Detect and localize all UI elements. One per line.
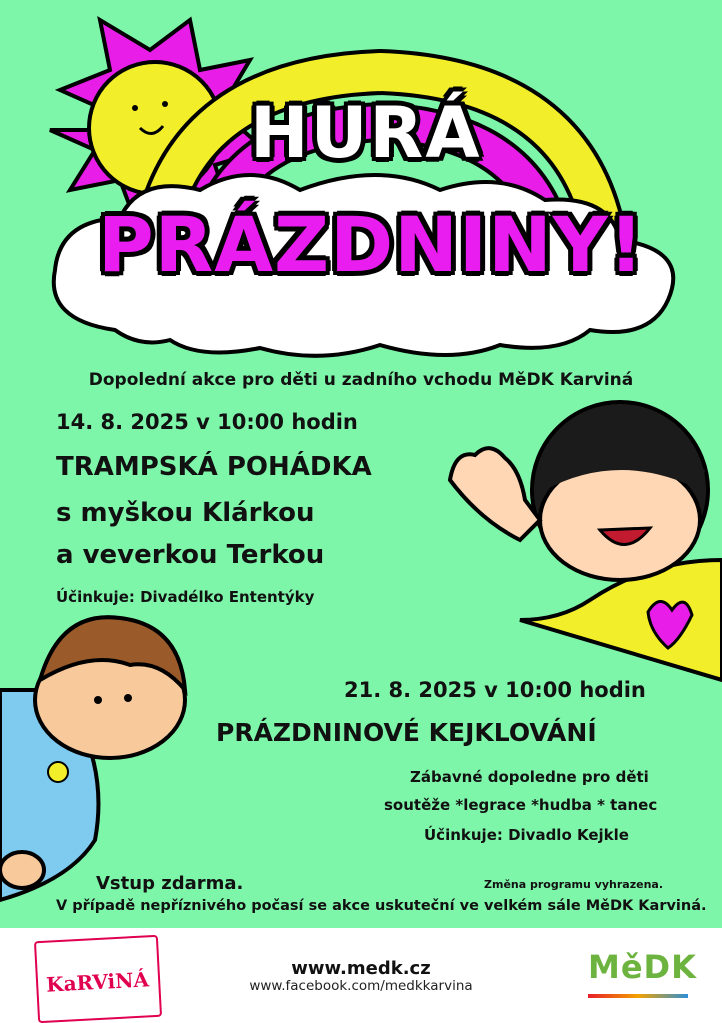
event1-title-line3: a veverkou Terkou bbox=[56, 540, 325, 570]
event1-title-line1: TRAMPSKÁ POHÁDKA bbox=[56, 452, 372, 482]
admission-note: Vstup zdarma. bbox=[96, 873, 244, 894]
event1-performer: Účinkuje: Divadélko Ententýky bbox=[56, 588, 315, 606]
event1-date: 14. 8. 2025 v 10:00 hodin bbox=[56, 410, 358, 434]
event2-performer: Účinkuje: Divadlo Kejkle bbox=[424, 826, 629, 844]
medk-logo-underline bbox=[588, 994, 688, 998]
title-line-1: HURÁ bbox=[250, 92, 482, 174]
facebook-link[interactable]: www.facebook.com/medkkarvina bbox=[249, 978, 473, 994]
event2-description-line2: soutěže *legrace *hudba * tanec bbox=[384, 796, 658, 814]
event2-date: 21. 8. 2025 v 10:00 hodin bbox=[344, 678, 646, 702]
event2-description-line1: Zábavné dopoledne pro děti bbox=[410, 768, 649, 786]
website-link[interactable]: www.medk.cz bbox=[291, 958, 431, 979]
boy-illustration bbox=[0, 617, 185, 900]
event1-title-line2: s myškou Klárkou bbox=[56, 498, 315, 528]
girl-illustration bbox=[450, 402, 722, 680]
subtitle: Dopolední akce pro děti u zadního vchodu MěDK Karviná bbox=[88, 370, 634, 390]
karvina-logo-text: KaRViNÁ bbox=[45, 967, 150, 997]
title-line-2: PRÁZDNINY! bbox=[98, 200, 645, 289]
weather-note: V případě nepříznivého počasí se akce uskuteční ve velkém sále MěDK Karviná. bbox=[56, 898, 707, 914]
program-change-note: Změna programu vyhrazena. bbox=[484, 878, 663, 891]
event2-title: PRÁZDNINOVÉ KEJKLOVÁNÍ bbox=[216, 718, 597, 747]
medk-logo-text: MěDK bbox=[588, 948, 697, 986]
